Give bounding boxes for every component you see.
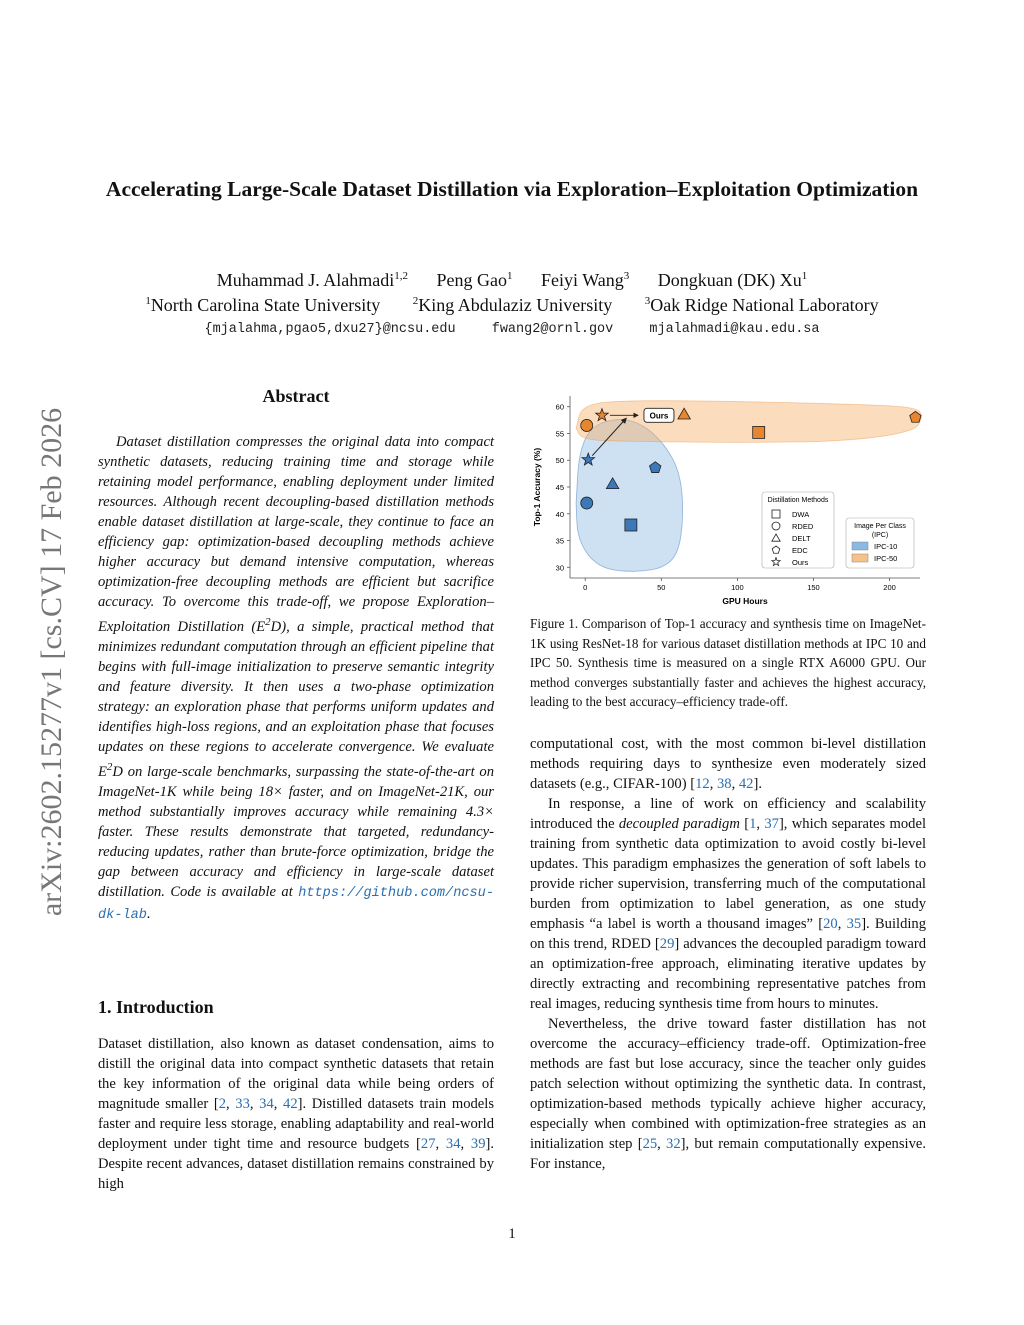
citation[interactable]: 42 [283,1096,298,1112]
data-point-ipc-50-dwa [753,426,765,438]
x-tick-label: 100 [731,583,744,592]
affiliation: $^2$King Abdulaziz University [412,295,613,315]
paragraph: Nevertheless, the drive toward faster distillation has not overcome the accuracy–efficiency trade-off. Optimization-free methods are fast but lose accuracy, since the teacher only guides patch selection without optimizing the synthetic data. In contrast, optimization-based methods typically achieve higher accuracy, especially when combined with optimization-free strategies as an initialization step [25, 32], but remain computationally expensive. For instance, [530,1016,927,1172]
code-link[interactable]: https://github.com/ncsu-dk-lab [98,885,494,923]
page-number: 1 [508,1226,516,1242]
citation[interactable]: 33 [235,1096,250,1112]
citation[interactable]: 35 [846,916,862,932]
legend-label-delt: DELT [792,534,811,543]
arxiv-sidebar [22,372,82,952]
abstract-heading: Abstract [262,386,330,406]
citation[interactable]: 12 [695,776,710,792]
callout-label: Ours [649,411,669,421]
legend-label-edc: EDC [792,546,808,555]
legend-label-ipc-10: IPC-10 [874,542,898,551]
y-tick-label: 40 [555,509,564,519]
paragraph: computational cost, with the most common bi-level distillation methods requiring days to synthesize even moderately sized datasets (e.g., CIFAR-100) [12, 38, 42]. [530,736,926,792]
legend-label-rded: RDED [792,522,814,531]
figure-caption: Figure 1. Comparison of Top-1 accuracy and synthesis time on ImageNet-1K using ResNet-18 for various dataset distillation methods at IPC 10 and IPC 50. Synthesis time is measured on a single RTX A6000 GPU. Our method converges substantially faster and achieves the highest accuracy, leading to the best accuracy–efficiency trade-off. [530,616,926,709]
author: Dongkuan (DK) Xu$^1$ [657,270,808,290]
citation[interactable]: 20 [823,916,838,932]
x-tick-label: 50 [657,583,666,592]
figure-1-chart [526,388,926,610]
legend-label-dwa: DWA [792,510,810,519]
email-list [0,322,1024,337]
affiliation: $^1$North Carolina State University [145,295,381,315]
y-tick-label: 30 [555,563,564,573]
x-tick-label: 0 [583,583,588,592]
x-axis-label: GPU Hours [722,596,768,606]
citation[interactable]: 42 [738,776,754,792]
x-tick-label: 150 [807,583,820,592]
legend-label-ours: Ours [792,558,809,567]
email: mjalahmadi@kau.edu.sa [649,322,820,337]
section-heading: 1. Introduction [98,997,214,1017]
ipc-10-region [576,420,683,572]
citation[interactable]: 32 [666,1136,681,1152]
citation[interactable]: 39 [470,1136,486,1152]
citation[interactable]: 34 [259,1096,274,1112]
intro-paragraph: Dataset distillation, also known as dataset condensation, aims to distill the original data into compact synthetic datasets that retain the key information of the original data while being orders of magnitude smaller [2, 33, 34, 42]. Distilled datasets train models faster and require less storage, enabling adaptability and real-world deployment under tight time and resource budgets [27, 34, 39]. Despite recent advances, dataset distillation remains constrained by high [98,1036,495,1192]
ipc-legend-title: Image Per Class [854,523,906,530]
legend-marker-rded [772,522,780,530]
citation[interactable]: 1 [749,816,757,832]
author: Feiyi Wang$^3$ [541,270,630,290]
citation[interactable]: 27 [420,1136,436,1152]
citation[interactable]: 2 [218,1096,226,1112]
email: fwang2@ornl.gov [491,322,614,337]
legend-swatch-ipc-50 [852,554,868,562]
data-point-ipc-10-rded [581,497,593,509]
y-tick-label: 50 [555,456,564,466]
author: Muhammad J. Alahmadi$^{1,2}$ [216,270,409,290]
paragraph: In response, a line of work on efficiency and scalability introduced the decoupled paradigm [1, 37], which separates model training from synthetic data optimization to avoid costly bi-level updates. This paradigm emphasizes the generation of soft labels to provide richer supervision, transferring much of the computational burden from optimization to label generation, as one study emphasis “a label is worth a thousand images” [20, 35]. Building on this trend, RDED [29] advances the decoupled paradigm toward an optimization-free approach, eliminating iterative updates by directly extracting and recombining representative patches from real images, reducing synthesis time from hours to minutes. [530,796,927,1012]
ipc-legend-subtitle: (IPC) [871,532,889,539]
affiliation-list [0,295,1024,316]
citation[interactable]: 25 [642,1136,658,1152]
data-point-ipc-10-dwa [625,519,637,531]
legend-label-ipc-50: IPC-50 [874,554,898,563]
citation[interactable]: 37 [764,816,779,832]
y-axis-label: Top-1 Accuracy (%) [532,447,542,527]
y-tick-label: 45 [555,483,564,492]
author-list [0,270,1024,291]
ipc-50-region [576,401,921,443]
methods-legend-title: Distillation Methods [767,497,829,504]
citation[interactable]: 34 [445,1136,461,1152]
affiliation: $^3$Oak Ridge National Laboratory [644,295,879,315]
citation[interactable]: 38 [716,776,732,792]
citation[interactable]: 29 [659,936,675,952]
author: Peng Gao$^1$ [436,270,513,290]
legend-swatch-ipc-10 [852,542,868,550]
right-column-text [530,734,926,1174]
abstract-text: Dataset distillation compresses the original data into compact synthetic datasets, reducing training time and storage while retaining model performance, enabling deployment under limited resources. Although recent decoupling-based distillation methods enable dataset distillation at large-scale, they continue to face an efficiency gap: optimization-based decoupling methods achieve higher accuracy but demand intensive computation, whereas optimization-free decoupling methods are efficient but sacrifice accuracy. To overcome this trade-off, we propose Exploration–Exploitation Distillation $(E^2D)$, a simple, practical method that minimizes redundant computation through an efficient pipeline that begins with full-image initialization to preserve semantic integrity and feature diversity. It then uses a two-phase optimization strategy: an exploration phase that performs uniform updates and identifies high-loss regions, and an exploitation phase that focuses updates on these regions to accelerate convergence. We evaluate $E^2D$ on large-scale benchmarks, surpassing the state-of-the-art on ImageNet-1K while being 18× faster, and on ImageNet-21K, our method substantially improves accuracy while remaining 4.3× faster. These results demonstrate that targeted, redundancy-reducing updates, rather than brute-force optimization, bridge the gap between accuracy and efficiency in large-scale dataset distillation. Code is available at https://github.com/ncsu-dk-lab. [98,434,494,923]
legend-marker-dwa [772,510,780,518]
y-tick-label: 60 [555,402,564,412]
arxiv-id: arXiv:2602.15277v1 [cs.CV] 17 Feb 2026 [35,407,68,917]
x-tick-label: 200 [883,583,896,592]
paper-title: Accelerating Large-Scale Dataset Distillation via Exploration–Exploitation Optimization [105,177,919,201]
data-point-ipc-50-rded [581,419,593,431]
y-tick-label: 55 [555,429,564,439]
y-tick-label: 35 [555,536,564,546]
email: {mjalahma,pgao5,dxu27}@ncsu.edu [204,322,456,337]
